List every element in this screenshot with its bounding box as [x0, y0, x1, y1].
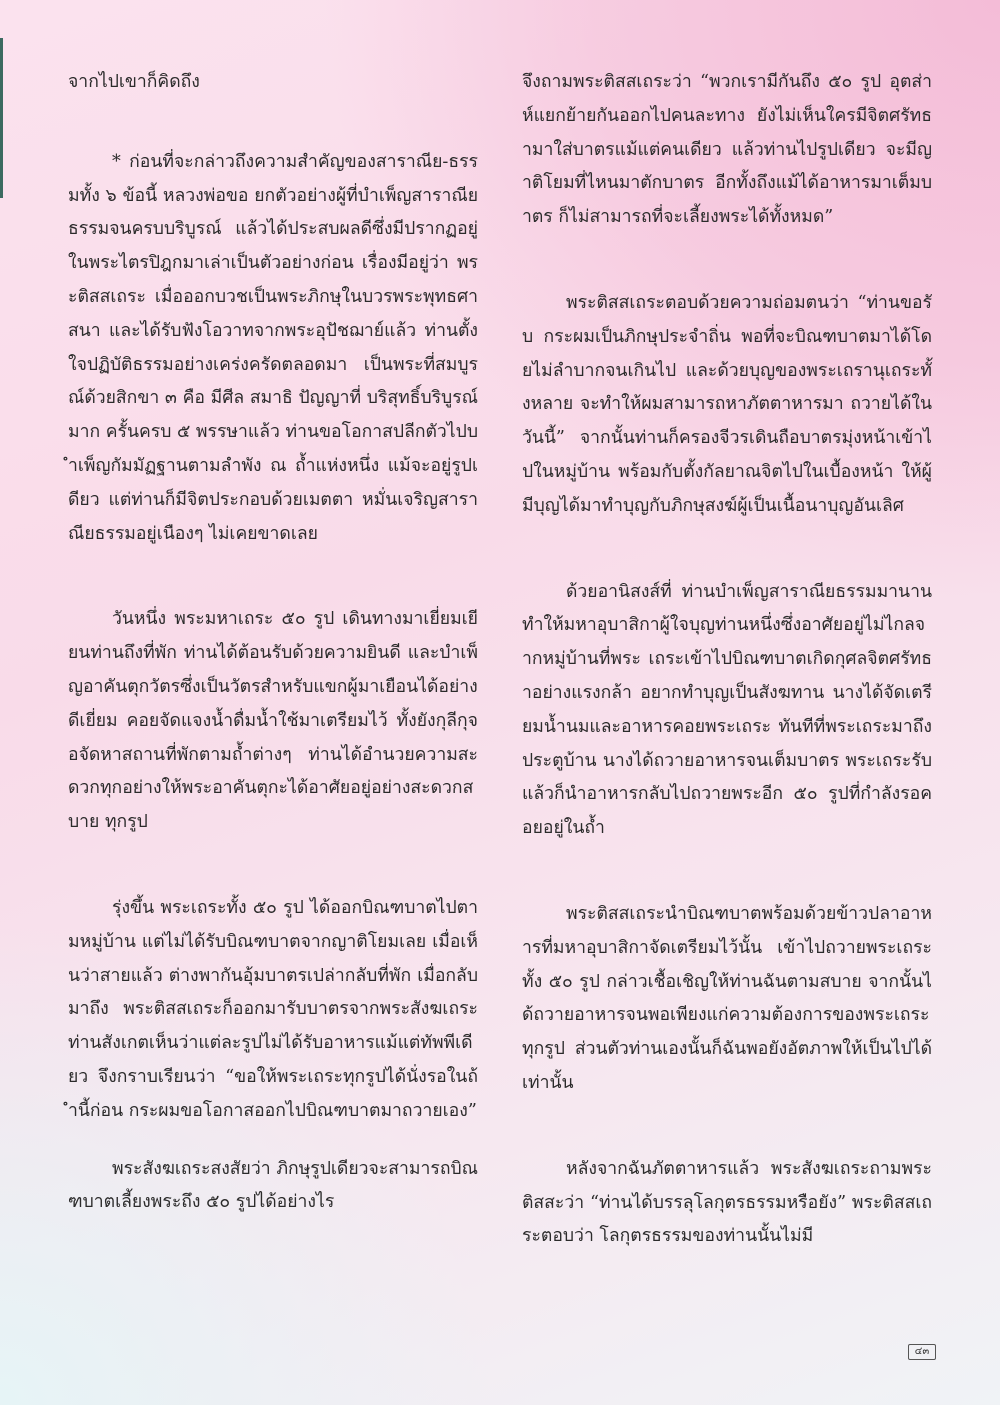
paragraph: พระติสสเถระตอบด้วยความถ่อมตนว่า “ท่านขอรับ กระผมเป็นภิกษุประจำถิ่น พอที่จะบิณฑบาตมาได้โดยไม่ลำบากจนเกินไป และด้วยบุญของพระเถรานุเถระทั้งหลาย จะทำให้ผมสามารถหาภัตตาหารมา ถวายได้ในวันนี้” จากนั้นท่านก็ครองจีวรเดินถือบาตรมุ่งหน้าเข้าไปในหมู่บ้าน พร้อมกับตั้งกัลยาณจิตไปในเบื้องหน้า ให้ผู้มีบุญได้มาทำบุญกับภิกษุสงฆ์ผู้เป็นเนื้อนาบุญอันเลิศ	[522, 292, 932, 516]
paragraph: จากไปเขาก็คิดถึง	[68, 72, 200, 92]
paragraph: รุ่งขึ้น พระเถระทั้ง ๕๐ รูป ได้ออกบิณฑบาตไปตามหมู่บ้าน แต่ไม่ได้รับบิณฑบาตจากญาติโยมเลย เมื่อเห็นว่าสายแล้ว ต่างพากันอุ้มบาตรเปล่ากลับที่พัก เมื่อกลับมาถึง พระติสสเถระก็ออกมารับบาตรจากพระสังฆเถระ ท่านสังเกตเห็นว่าแต่ละรูปไม่ได้รับอาหารแม้แต่ทัพพีเดียว จึงกราบเรียนว่า “ขอให้พระเถระทุกรูปได้นั่งรอในถ้ำนี้ก่อน กระผมขอโอกาสออกไปบิณฑบาตมาถวายเอง”	[68, 897, 478, 1121]
paragraph: หลังจากฉันภัตตาหารแล้ว พระสังฆเถระถามพระติสสะว่า “ท่านได้บรรลุโลกุตรธรรมหรือยัง” พระติสสเถระตอบว่า โลกุตรธรรมของท่านนั้นไม่มี	[522, 1158, 932, 1247]
edge-accent-bar	[0, 38, 3, 198]
paragraph: ด้วยอานิสงส์ที่ ท่านบำเพ็ญสาราณียธรรมมานาน ทำให้มหาอุบาสิกาผู้ใจบุญท่านหนึ่งซึ่งอาศัยอยู่ไม่ไกลจากหมู่บ้านที่พระ เถระเข้าไปบิณฑบาตเกิดกุศลจิตศรัทธาอย่างแรงกล้า อยากทำบุญเป็นสังฆทาน นางได้จัดเตรียมน้ำนมและอาหารคอยพระเถระ ทันทีที่พระเถระมาถึงประตูบ้าน นางได้ถวายอาหารจนเต็มบาตร พระเถระรับแล้วก็นำอาหารกลับไปถวายพระอีก ๕๐ รูปที่กำลังรอคอยอยู่ในถ้ำ	[522, 581, 932, 839]
right-column	[522, 66, 932, 1254]
left-column	[68, 66, 478, 1220]
paragraph: วันหนึ่ง พระมหาเถระ ๕๐ รูป เดินทางมาเยี่ยมเยียนท่านถึงที่พัก ท่านได้ต้อนรับด้วยความยินดี และบำเพ็ญอาคันตุกวัตรซึ่งเป็นวัตรสำหรับแขกผู้มาเยือนได้อย่างดีเยี่ยม คอยจัดแจงน้ำดื่มน้ำใช้มาเตรียมไว้ ทั้งยังกุลีกุจอจัดหาสถานที่พักตามถ้ำต่างๆ ท่านได้อำนวยความสะดวกทุกอย่างให้พระอาคันตุกะได้อาศัยอยู่อย่างสะดวกสบาย ทุกรูป	[68, 609, 478, 833]
paragraph: พระติสสเถระนำบิณฑบาตพร้อมด้วยข้าวปลาอาหารที่มหาอุบาสิกาจัดเตรียมไว้นั้น เข้าไปถวายพระเถระทั้ง ๕๐ รูป กล่าวเชื้อเชิญให้ท่านฉันตามสบาย จากนั้นได้ถวายอาหารจนพอเพียงแก่ความต้องการของพระเถระทุกรูป ส่วนตัวท่านเองนั้นก็ฉันพอยังอัตภาพให้เป็นไปได้เท่านั้น	[522, 903, 932, 1093]
paragraph: พระสังฆเถระสงสัยว่า ภิกษุรูปเดียวจะสามารถบิณฑบาตเลี้ยงพระถึง ๕๐ รูปได้อย่างไร	[68, 1158, 478, 1213]
paragraph: * ก่อนที่จะกล่าวถึงความสำคัญของสาราณีย-ธรรมทั้ง ๖ ข้อนี้ หลวงพ่อขอ ยกตัวอย่างผู้ที่บำเพ็ญสาราณียธรรมจนครบบริบูรณ์ แล้วได้ประสบผลดีซึ่งมีปรากฏอยู่ในพระไตรปิฎกมาเล่าเป็นตัวอย่างก่อน เรื่องมีอยู่ว่า พระติสสเถระ เมื่อออกบวชเป็นพระภิกษุในบวรพระพุทธศาสนา และได้รับฟังโอวาทจากพระอุปัชฌาย์แล้ว ท่านตั้งใจปฏิบัติธรรมอย่างเคร่งครัดตลอดมา เป็นพระที่สมบูรณ์ด้วยสิกขา ๓ คือ มีศีล สมาธิ ปัญญาที่ บริสุทธิ์บริบูรณ์มาก ครั้นครบ ๕ พรรษาแล้ว ท่านขอโอกาสปลีกตัวไปบำเพ็ญกัมมัฏฐานตามลำพัง ณ ถ้ำแห่งหนึ่ง แม้จะอยู่รูปเดียว แต่ท่านก็มีจิตประกอบด้วยเมตตา หมั่นเจริญสาราณียธรรมอยู่เนืองๆ ไม่เคยขาดเลย	[68, 151, 478, 544]
paragraph: จึงถามพระติสสเถระว่า “พวกเรามีกันถึง ๕๐ รูป อุตส่าห์แยกย้ายกันออกไปคนละทาง ยังไม่เห็นใครมีจิตศรัทธามาใส่บาตรแม้แต่คนเดียว แล้วท่านไปรูปเดียว จะมีญาติโยมที่ไหนมาตักบาตร อีกทั้งถึงแม้ได้อาหารมาเต็มบาตร ก็ไม่สามารถที่จะเลี้ยงพระได้ทั้งหมด”	[522, 72, 932, 228]
page-number: ๔๓	[908, 1344, 936, 1360]
